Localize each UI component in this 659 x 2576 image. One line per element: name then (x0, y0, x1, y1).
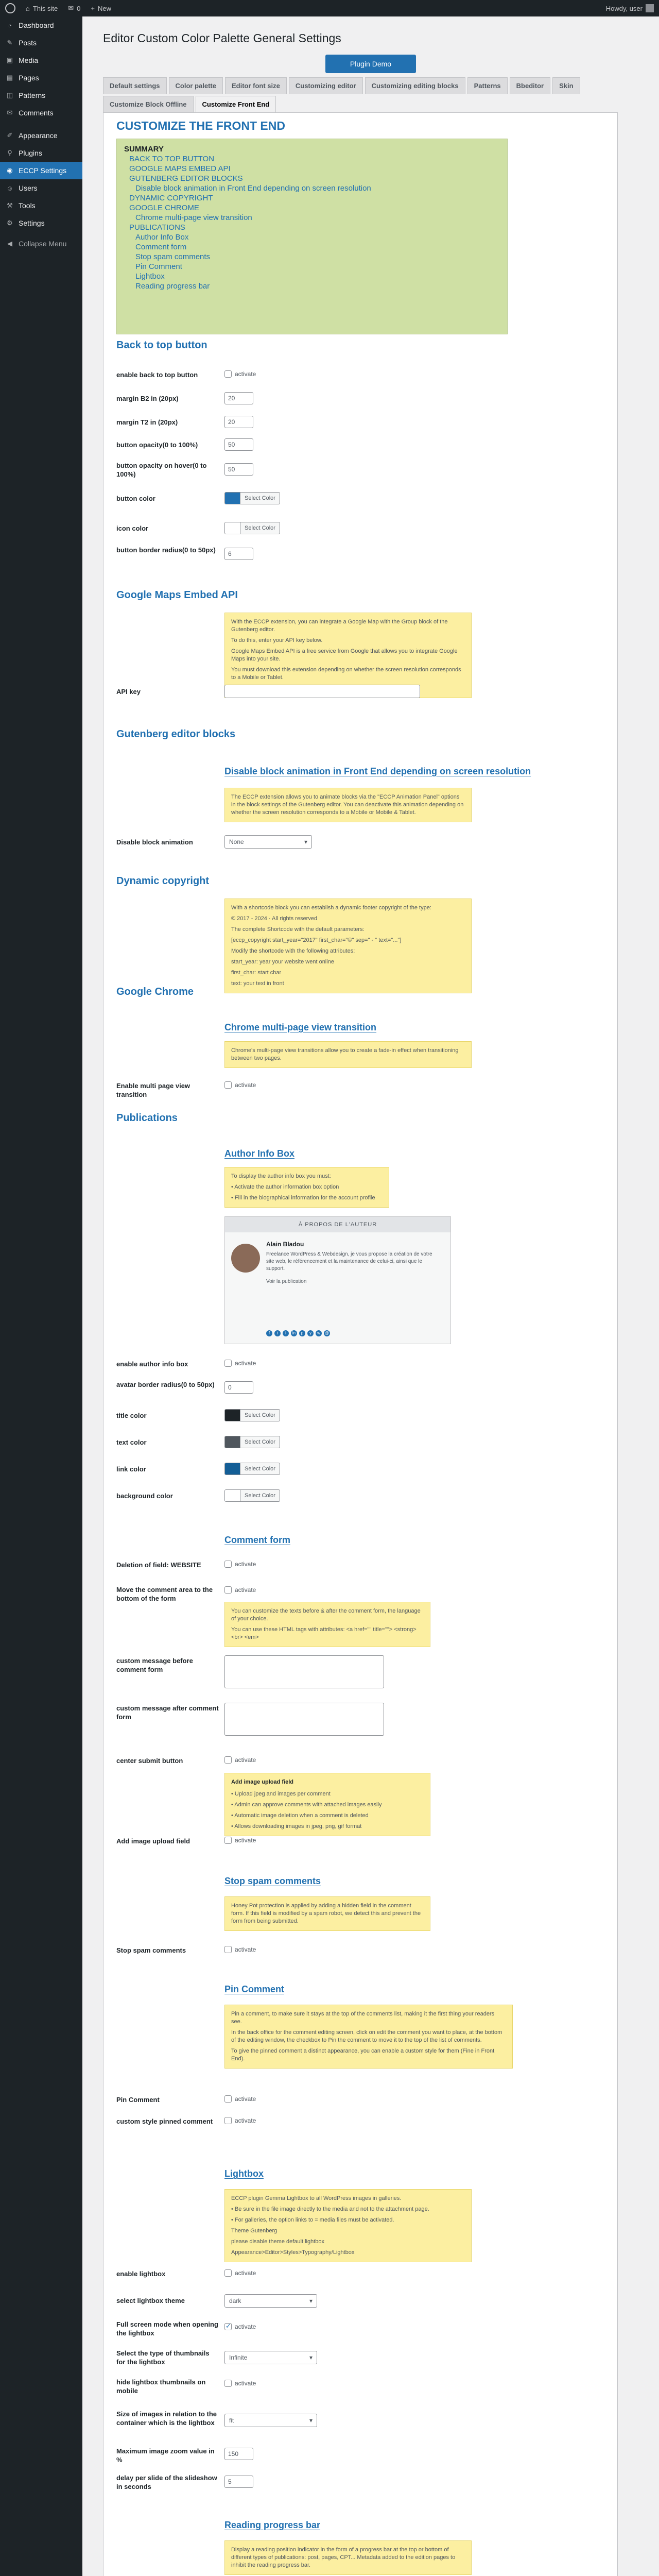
note-text: please disable theme default lightbox (231, 2239, 325, 2245)
sidebar-item-dashboard[interactable] (0, 16, 82, 34)
note-text: With a shortcode block you can establish a dynamic footer copyright of the type: (231, 905, 431, 911)
patterns-icon: ◫ (6, 91, 13, 99)
opacity-label: button opacity(0 to 100%) (116, 441, 198, 449)
note-text: You can use these HTML tags with attributes: <a href="" title=""> <strong> <br> <em> (231, 1626, 417, 1640)
note-text: Appearance>Editor>Styles>Typography/Lightbox (231, 2249, 355, 2256)
margin-b-label: margin B2 in (20px) (116, 395, 179, 402)
margin-t-input[interactable]: 20 (224, 416, 253, 428)
lightbox-theme-label: select lightbox theme (116, 2297, 185, 2304)
activate-text: activate (235, 1946, 256, 1953)
comments-count: 0 (77, 4, 81, 12)
avatar-radius-label: avatar border radius(0 to 50px) (116, 1381, 215, 1388)
radius-input[interactable]: 6 (224, 548, 253, 560)
collapse-icon: ◀ (7, 240, 12, 247)
note-text: text: your text in front (231, 980, 284, 987)
comment-note (224, 1602, 430, 1647)
move-comment-label: Move the comment area to the bottom of the form (116, 1586, 213, 1602)
tab-bbeditor[interactable]: Bbeditor (510, 77, 550, 94)
sidebar-item-comments[interactable] (0, 104, 82, 122)
disable-animation-label: Disable block animation (116, 838, 193, 846)
summary-link[interactable]: GUTENBERG EDITOR BLOCKS (129, 174, 243, 183)
author-box-heading: À PROPOS DE L'AUTEUR (225, 1217, 450, 1232)
note-text: © 2017 - 2024 · All rights reserved (231, 916, 318, 922)
multi-page-label: Enable multi page view transition (116, 1082, 190, 1098)
tab-customizing-editor[interactable]: Customizing editor (289, 77, 363, 94)
api-key-input[interactable] (224, 685, 420, 698)
sidebar-item-label: Tools (19, 201, 36, 210)
after-message-textarea[interactable] (224, 1703, 384, 1736)
sidebar-item-users[interactable] (0, 179, 82, 197)
note-text: To give the pinned comment a distinct appearance, you can enable a custom style for them (Fine in Front End). (231, 2048, 495, 2062)
social-icon[interactable]: t (274, 1330, 281, 1336)
page-icon: ▤ (6, 74, 13, 81)
admin-sidebar (0, 16, 82, 2576)
spam-checkbox[interactable] (224, 1946, 256, 1953)
summary-link[interactable]: GOOGLE MAPS EMBED API (129, 164, 231, 173)
note-text: Chrome's multi-page view transitions allow you to create a fade-in effect when transitioning between two pages. (231, 1047, 459, 1061)
color-swatch (225, 1490, 240, 1501)
wordpress-menu[interactable] (0, 0, 21, 16)
sidebar-item-tools[interactable] (0, 197, 82, 214)
thumbs-type-select[interactable] (224, 2351, 317, 2364)
bg-color-picker[interactable] (224, 1489, 280, 1502)
summary-link[interactable]: GOOGLE CHROME (129, 204, 199, 212)
spam-label: Stop spam comments (116, 1946, 186, 1954)
note-text: Display a reading position indicator in the form of a progress bar at the top or bottom of different types of publications: post, pages, CPT... Metadata added to the edition pages to inhibit the reading progress bar. (231, 2547, 456, 2568)
multi-page-checkbox[interactable] (224, 1081, 256, 1089)
zoom-label: Maximum image zoom value in % (116, 2447, 215, 2464)
summary-link[interactable]: Author Info Box (135, 233, 189, 242)
hide-thumbs-checkbox[interactable] (224, 2380, 256, 2387)
select-color-text: Select Color (245, 495, 275, 501)
activate-text: activate (235, 1561, 256, 1568)
media-icon: ▣ (6, 56, 13, 64)
pin-note (224, 2005, 513, 2069)
summary-link[interactable]: Pin Comment (135, 262, 182, 271)
select-color-text: Select Color (245, 1493, 275, 1499)
summary-link[interactable]: Disable block animation in Front End depending on screen resolution (135, 184, 371, 193)
before-message-label: custom message before comment form (116, 1657, 193, 1673)
center-submit-checkbox[interactable] (224, 1756, 256, 1764)
pin-style-label: custom style pinned comment (116, 2117, 213, 2125)
pin-style-checkbox[interactable] (224, 2117, 256, 2124)
avatar-radius-input[interactable]: 0 (224, 1381, 253, 1394)
plugin-demo-button[interactable]: Plugin Demo (325, 55, 416, 73)
tab-customize-block-offline[interactable]: Customize Block Offline (103, 96, 194, 112)
select-color-text: Select Color (245, 1466, 275, 1472)
sidebar-item-label: Plugins (19, 149, 42, 157)
note-text: • Automatic image deletion when a comment is deleted (231, 1812, 369, 1819)
color-swatch (225, 1436, 240, 1448)
page-title: Editor Custom Color Palette General Settings (103, 31, 341, 45)
select-value: fit (229, 2417, 234, 2424)
title-color-picker[interactable] (224, 1409, 280, 1421)
note-text: Google Maps Embed API is a free service from Google that allows you to integrate Google Maps into your site. (231, 648, 458, 662)
gutenberg-note (224, 788, 472, 822)
dashboard-icon: ◔ (8, 21, 12, 29)
site-name: This site (32, 4, 58, 12)
select-value: None (229, 838, 244, 845)
note-text: You must download this extension depending on whether the screen resolution corresponds to a Mobile or Tablet. (231, 667, 461, 681)
sidebar-item-eccp-settings[interactable] (0, 162, 82, 179)
lightbox-theme-select[interactable] (224, 2294, 317, 2308)
chevron-down-icon: ▾ (309, 2417, 313, 2424)
note-text: Add image upload field (231, 1779, 294, 1785)
sidebar-item-media[interactable] (0, 52, 82, 69)
admin-bar (0, 0, 659, 16)
color-swatch (225, 1463, 240, 1475)
activate-text: activate (235, 370, 256, 378)
note-text: With the ECCP extension, you can integrate a Google Map with the Group block of the Gutenberg editor. (231, 619, 448, 633)
link-color-label: link color (116, 1465, 146, 1473)
maps-title: Google Maps Embed API (116, 589, 238, 601)
delay-input[interactable]: 5 (224, 2476, 253, 2488)
note-text: The complete Shortcode with the default parameters: (231, 926, 365, 933)
note-text: To do this, enter your API key below. (231, 637, 323, 643)
note-text: You can customize the texts before & after the comment form, the language of your choice. (231, 1608, 421, 1622)
chevron-down-icon: ▾ (304, 838, 307, 845)
author-box-preview (224, 1216, 451, 1344)
chrome-note (224, 1041, 472, 1068)
settings-tabs (103, 77, 618, 113)
after-message-label: custom message after comment form (116, 1704, 219, 1721)
note-text: • Upload jpeg and images per comment (231, 1791, 331, 1797)
tools-icon: ⚒ (7, 201, 13, 209)
note-text: [eccp_copyright start_year="2017" first_char="©" sep=" - " text="..."] (231, 937, 402, 943)
comments-icon: ✉ (7, 109, 13, 116)
activate-text: activate (235, 2323, 256, 2330)
comment-form-subtitle: Comment form (224, 1535, 291, 1545)
brush-icon: ✐ (7, 131, 13, 139)
note-text: • Allows downloading images in jpeg, png, gif format (231, 1823, 362, 1829)
note-text: • Admin can approve comments with attached images easily (231, 1802, 382, 1808)
image-size-select[interactable] (224, 2414, 317, 2427)
howdy-text: Howdy, user (605, 4, 643, 12)
enable-back-to-top-checkbox[interactable] (224, 370, 256, 378)
main-content (82, 16, 659, 2576)
margin-b-input[interactable]: 20 (224, 392, 253, 404)
plus-icon: + (91, 4, 95, 12)
social-icon[interactable]: p (299, 1330, 305, 1336)
summary-heading: SUMMARY (124, 145, 164, 154)
note-text: To display the author info box you must: (231, 1173, 331, 1179)
note-text: Theme Gutenberg (231, 2228, 278, 2234)
sidebar-item-pages[interactable] (0, 69, 82, 87)
progress-note (224, 2540, 472, 2575)
radius-label: button border radius(0 to 50px) (116, 546, 216, 554)
upload-note (224, 1773, 430, 1836)
author-name: Alain Bladou (266, 1241, 304, 1248)
activate-text: activate (235, 1837, 256, 1844)
note-text: Modify the shortcode with the following attributes: (231, 948, 355, 954)
color-swatch (225, 522, 240, 534)
thumbs-type-label: Select the type of thumbnails for the lightbox (116, 2349, 210, 2366)
button-color-label: button color (116, 495, 155, 502)
plugin-icon: ⚲ (7, 149, 12, 157)
lightbox-note (224, 2189, 472, 2262)
fullscreen-checkbox[interactable] (224, 2323, 256, 2330)
margin-t-label: margin T2 in (20px) (116, 418, 178, 426)
summary-box (116, 139, 508, 334)
upload-field-checkbox[interactable] (224, 1837, 256, 1844)
sidebar-item-label: Posts (19, 39, 37, 47)
disable-animation-select[interactable] (224, 835, 312, 849)
pin-icon: ✎ (7, 39, 13, 46)
select-color-text: Select Color (245, 1412, 275, 1418)
center-submit-label: center submit button (116, 1757, 183, 1765)
text-color-picker[interactable] (224, 1436, 280, 1448)
sidebar-item-settings[interactable] (0, 214, 82, 232)
note-text: Pin a comment, to make sure it stays at the top of the comments list, making it the first thing your readers see. (231, 2011, 495, 2025)
author-avatar (231, 1244, 260, 1273)
summary-link[interactable]: DYNAMIC COPYRIGHT (129, 194, 213, 202)
tab-default-settings[interactable]: Default settings (103, 77, 167, 94)
sidebar-item-label: Appearance (19, 131, 58, 140)
spam-note (224, 1896, 430, 1931)
author-box-subtitle: Author Info Box (224, 1148, 294, 1159)
delay-label: delay per slide of the slideshow in seconds (116, 2474, 217, 2490)
text-color-label: text color (116, 1438, 147, 1446)
tab-customizing-editing-blocks[interactable]: Customizing editing blocks (365, 77, 465, 94)
icon-color-label: icon color (116, 524, 149, 532)
new-label: New (98, 4, 112, 12)
tab-customize-front-end[interactable]: Customize Front End (196, 96, 276, 112)
enable-author-box-label: enable author info box (116, 1360, 188, 1368)
sidebar-item-appearance[interactable] (0, 127, 82, 144)
note-text: • Be sure in the file image directly to the media and not to the attachment page. (231, 2206, 429, 2212)
comment-icon: ✉ (68, 4, 74, 12)
note-text: ECCP plugin Gemma Lightbox to all WordPress images in galleries. (231, 2195, 402, 2201)
pin-checkbox[interactable] (224, 2095, 256, 2103)
website-field-label: Deletion of field: WEBSITE (116, 1561, 201, 1569)
sidebar-item-patterns[interactable] (0, 87, 82, 104)
front-end-title: CUSTOMIZE THE FRONT END (116, 119, 285, 132)
sidebar-item-label: Settings (19, 219, 45, 227)
chrome-subtitle: Chrome multi-page view transition (224, 1022, 377, 1032)
new-content-link[interactable] (85, 0, 116, 16)
zoom-input[interactable]: 150 (224, 2448, 253, 2460)
activate-text: activate (235, 1081, 256, 1089)
copyright-title: Dynamic copyright (116, 875, 210, 887)
summary-link[interactable]: Stop spam comments (135, 252, 211, 261)
upload-field-label: Add image upload field (116, 1837, 190, 1845)
lightbox-subtitle: Lightbox (224, 2168, 264, 2179)
enable-lightbox-checkbox[interactable] (224, 2269, 256, 2277)
summary-link[interactable]: Comment form (135, 243, 187, 251)
activate-text: activate (235, 1756, 256, 1764)
sidebar-item-label: Users (19, 184, 38, 192)
sidebar-item-label: Pages (19, 74, 39, 82)
pin-label: Pin Comment (116, 2096, 160, 2104)
api-key-label: API key (116, 688, 141, 696)
settings-icon: ⚙ (7, 219, 13, 227)
bg-color-label: background color (116, 1492, 173, 1500)
social-icon[interactable]: f (266, 1330, 272, 1336)
social-icons (266, 1330, 330, 1336)
note-text: • For galleries, the option links to = media files must be activated. (231, 2217, 394, 2223)
avatar (646, 4, 654, 12)
color-swatch (225, 493, 240, 504)
tab-patterns[interactable]: Patterns (467, 77, 508, 94)
link-color-picker[interactable] (224, 1463, 280, 1475)
author-link[interactable]: Voir la publication (266, 1279, 307, 1284)
sidebar-item-label: Collapse Menu (19, 240, 67, 248)
sidebar-item-label: ECCP Settings (19, 166, 67, 175)
chevron-down-icon: ▾ (309, 2354, 313, 2361)
tab-editor-font-size[interactable]: Editor font size (225, 77, 287, 94)
activate-text: activate (235, 2380, 256, 2387)
enable-lightbox-label: enable lightbox (116, 2270, 166, 2278)
home-icon: ⌂ (26, 4, 30, 12)
social-icon[interactable]: in (291, 1330, 297, 1336)
sidebar-item-plugins[interactable] (0, 144, 82, 162)
move-comment-checkbox[interactable] (224, 1586, 256, 1594)
opacity-hover-label: button opacity on hover(0 to 100%) (116, 462, 207, 478)
tab-color-palette[interactable]: Color palette (169, 77, 223, 94)
note-text: first_char: start char (231, 970, 282, 976)
summary-links (124, 154, 500, 291)
sidebar-item-label: Dashboard (19, 21, 54, 29)
social-icon[interactable]: i (283, 1330, 289, 1336)
author-bio: Freelance WordPress & Webdesign, je vous propose la création de votre site web, le référencement et la maintenance de celui-ci, ainsi que le support. (266, 1251, 432, 1272)
block-animation-subtitle: Disable block animation in Front End depending on screen resolution (224, 766, 531, 776)
note-text: start_year: year your website went online (231, 959, 334, 965)
site-name-link[interactable] (21, 0, 63, 16)
note-text: • Activate the author information box option (231, 1184, 339, 1190)
enable-author-box-checkbox[interactable] (224, 1360, 256, 1367)
opacity-input[interactable]: 50 (224, 438, 253, 451)
publications-title: Publications (116, 1112, 178, 1124)
social-icon[interactable]: @ (324, 1331, 330, 1335)
select-value: dark (229, 2297, 241, 2304)
enable-back-to-top-label: enable back to top button (116, 371, 198, 379)
sidebar-item-label: Media (19, 56, 39, 64)
activate-text: activate (235, 1586, 256, 1594)
note-text: Honey Pot protection is applied by adding a hidden field in the comment form. If this field is modified by a spam robot, we detect this and prevent the form from being submitted. (231, 1903, 421, 1924)
sidebar-item-collapse-menu[interactable] (0, 235, 82, 252)
summary-link[interactable]: PUBLICATIONS (129, 223, 185, 232)
icon-color-picker[interactable] (224, 522, 280, 534)
pin-subtitle: Pin Comment (224, 1984, 285, 1994)
spam-subtitle: Stop spam comments (224, 1876, 321, 1886)
progress-subtitle: Reading progress bar (224, 2520, 321, 2530)
activate-text: activate (235, 2269, 256, 2277)
activate-text: activate (235, 1360, 256, 1367)
note-text: • Fill in the biographical information for the account profile (231, 1195, 375, 1201)
activate-text: activate (235, 2095, 256, 2103)
gutenberg-title: Gutenberg editor blocks (116, 728, 236, 740)
hide-thumbs-label: hide lightbox thumbnails on mobile (116, 2378, 206, 2395)
chevron-down-icon: ▾ (309, 2297, 313, 2304)
image-size-label: Size of images in relation to the container which is the lightbox (116, 2410, 217, 2427)
summary-link[interactable]: Lightbox (135, 272, 165, 281)
account-menu[interactable] (601, 0, 659, 16)
select-value: Infinite (229, 2354, 248, 2361)
website-field-checkbox[interactable] (224, 1561, 256, 1568)
fullscreen-label: Full screen mode when opening the lightbox (116, 2320, 218, 2337)
select-color-text: Select Color (245, 525, 275, 531)
palette-icon: ◉ (7, 166, 13, 174)
color-swatch (225, 1410, 240, 1421)
button-color-picker[interactable] (224, 492, 280, 504)
select-color-text: Select Color (245, 1439, 275, 1445)
users-icon: ☺ (6, 184, 13, 192)
sidebar-item-label: Comments (19, 109, 54, 117)
comments-link[interactable] (63, 0, 85, 16)
sidebar-item-label: Patterns (19, 91, 46, 99)
copyright-note (224, 899, 472, 993)
summary-link[interactable]: Reading progress bar (135, 282, 210, 291)
sidebar-item-posts[interactable] (0, 34, 82, 52)
chrome-title: Google Chrome (116, 986, 194, 997)
note-text: In the back office for the comment editing screen, click on edit the comment you want to place, at the bottom of the editing window, the checkbox to Pin the comment to move it to the top of the list of comments. (231, 2029, 502, 2043)
note-text: The ECCP extension allows you to animate blocks via the "ECCP Animation Panel" options in the block settings of the Gutenberg editor. You can deactivate this animation depending on whether the screen resolution corresponds to a Mobile or Mobile & Tablet. (231, 794, 464, 816)
activate-text: activate (235, 2117, 256, 2124)
summary-link[interactable]: Chrome multi-page view transition (135, 213, 252, 222)
opacity-hover-input[interactable]: 50 (224, 463, 253, 476)
title-color-label: title color (116, 1412, 147, 1419)
tab-skin[interactable]: Skin (552, 77, 580, 94)
social-icon[interactable]: y (307, 1330, 314, 1336)
author-note (224, 1167, 389, 1208)
wordpress-logo-icon (5, 3, 15, 13)
summary-link[interactable]: BACK TO TOP BUTTON (129, 155, 215, 163)
back-to-top-title: Back to top button (116, 340, 207, 351)
social-icon[interactable]: w (316, 1330, 322, 1336)
settings-panel (103, 113, 618, 2576)
before-message-textarea[interactable] (224, 1655, 384, 1688)
